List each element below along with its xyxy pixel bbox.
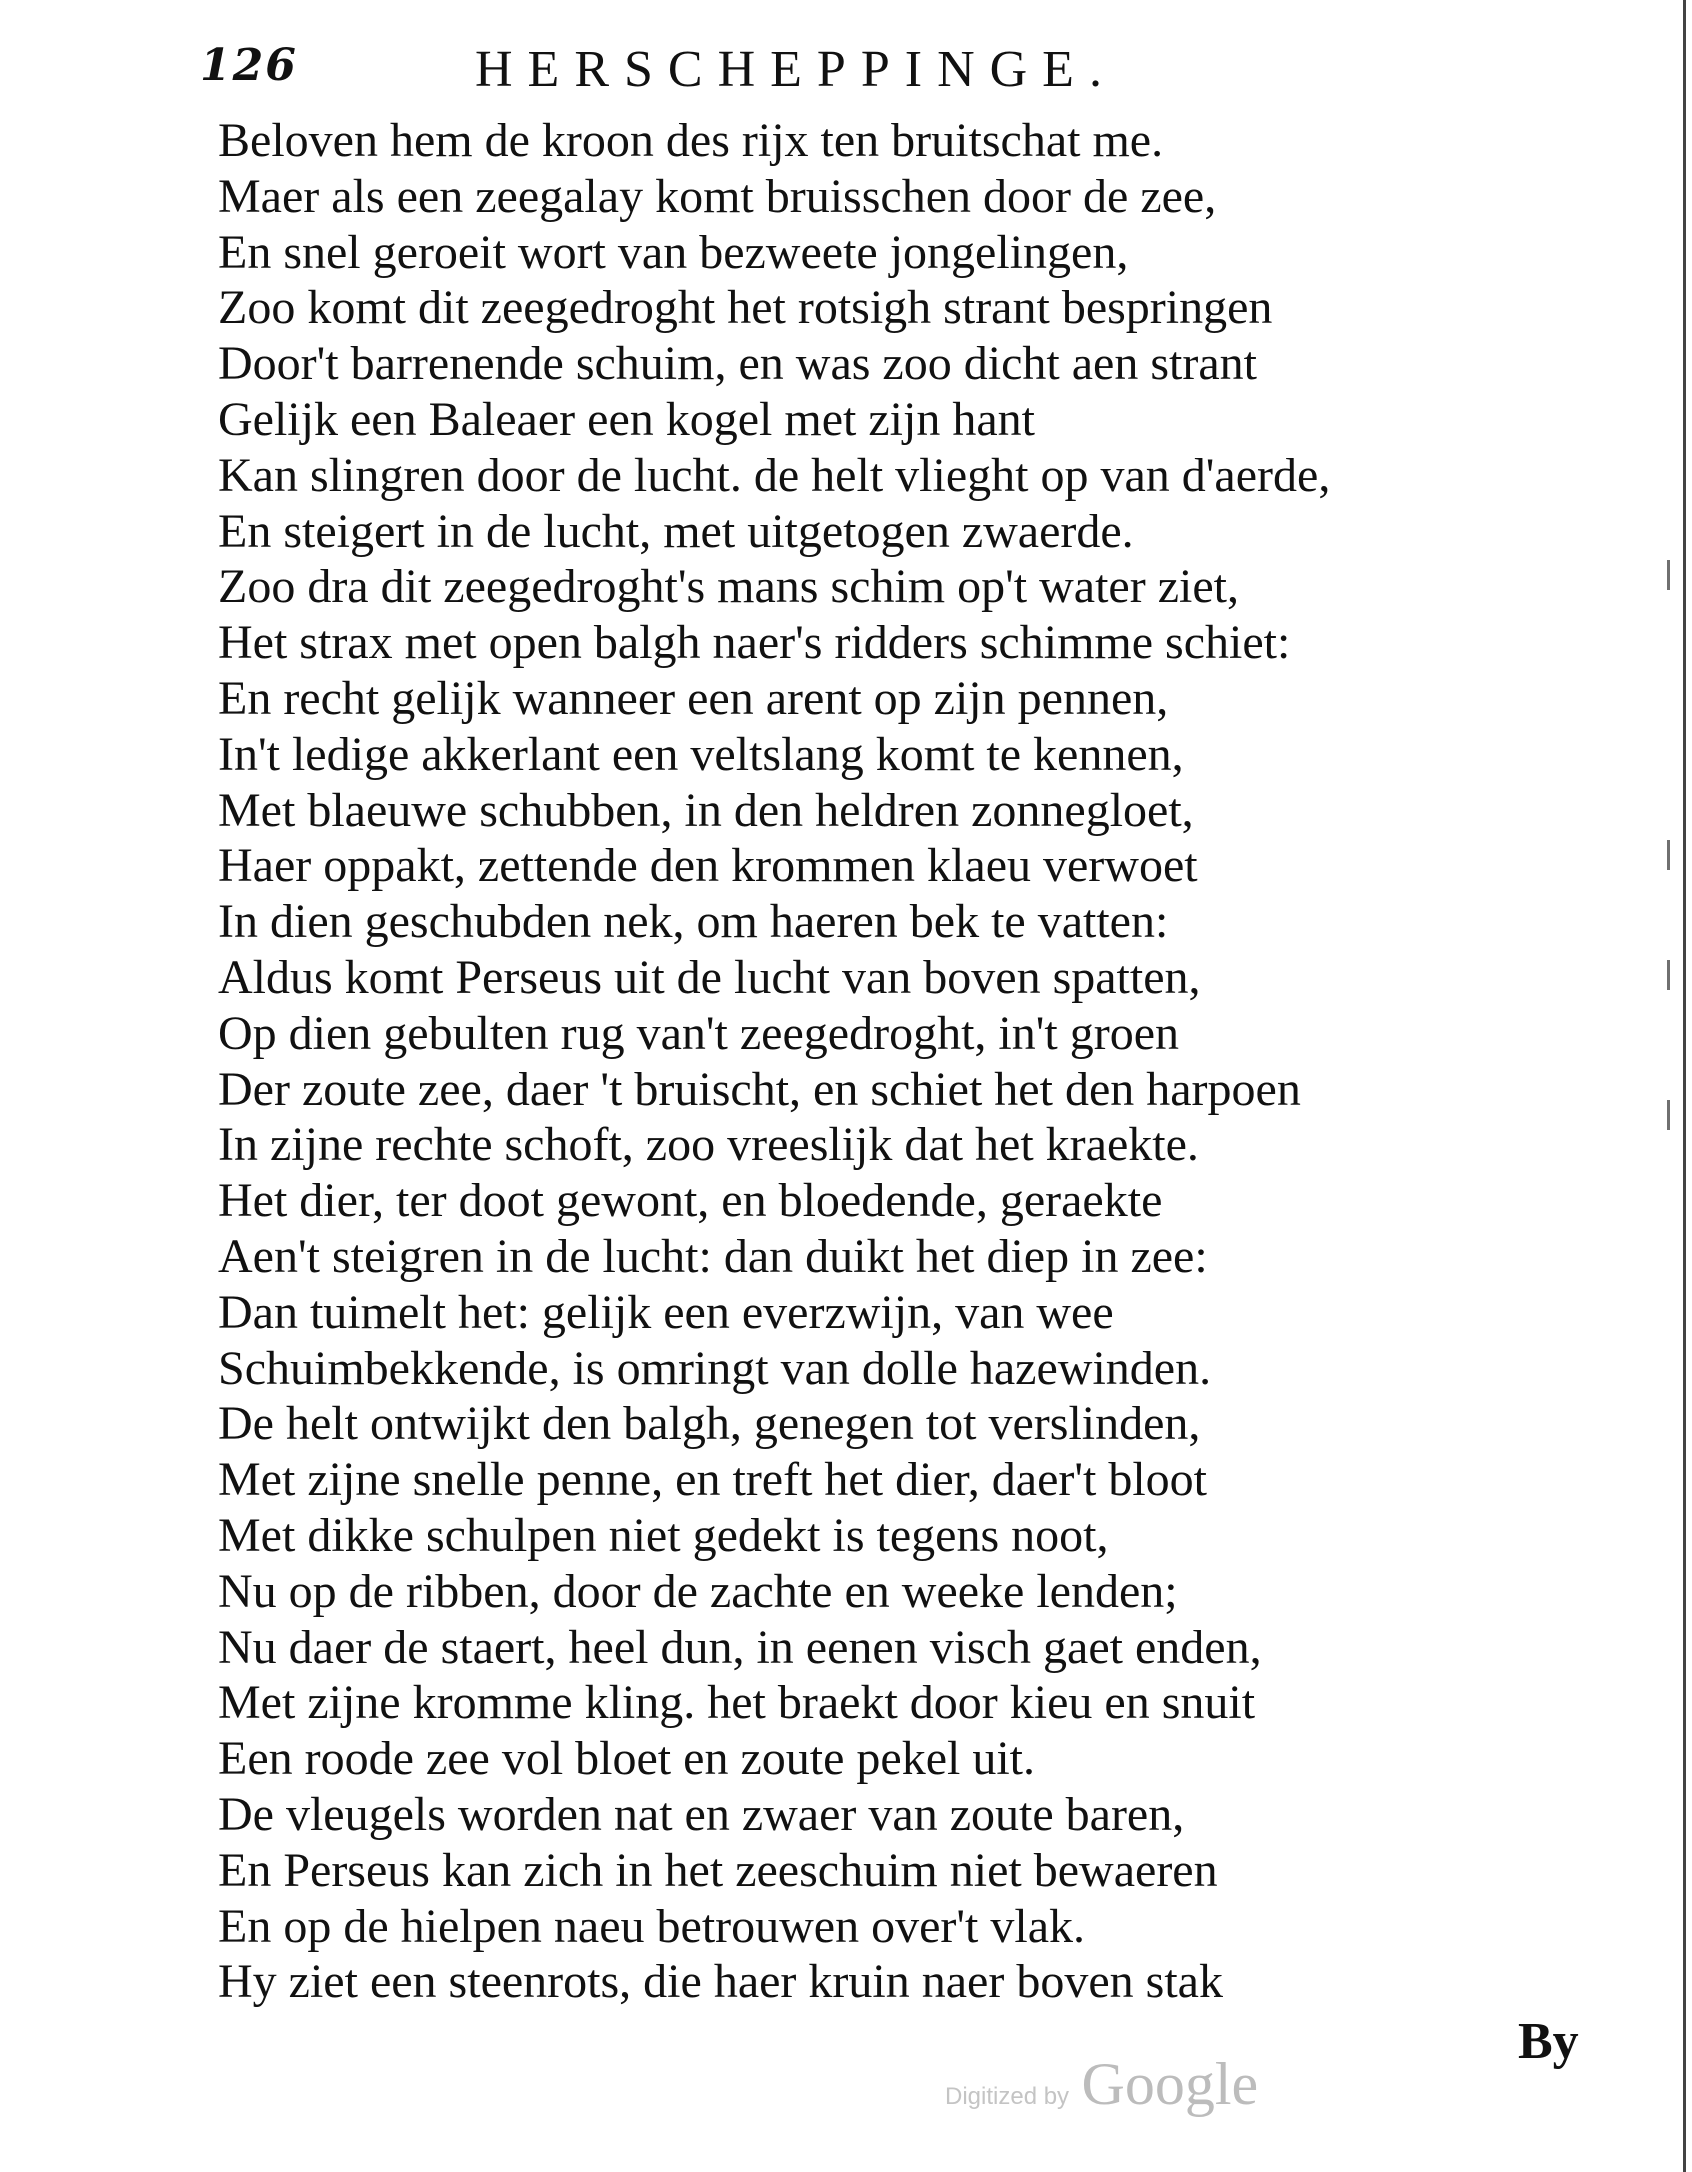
- verse-line: Dan tuimelt het: gelijk een everzwijn, van wee: [218, 1285, 1114, 1339]
- verse-line: Nu daer de staert, heel dun, in eenen visch gaet enden,: [218, 1620, 1262, 1674]
- verse-line: Zoo komt dit zeegedroght het rotsigh strant bespringen: [218, 281, 1273, 335]
- google-logo: Google: [1081, 2051, 1259, 2117]
- verse-line: Kan slingren door de lucht. de helt vlieght op van d'aerde,: [218, 448, 1331, 502]
- verse-line: En Perseus kan zich in het zeeschuim niet bewaeren: [218, 1843, 1218, 1897]
- verse-line: De helt ontwijkt den balgh, genegen tot verslinden,: [218, 1397, 1201, 1451]
- page-edge-mark: [1667, 1100, 1680, 1130]
- verse-line: Door't barrenende schuim, en was zoo dicht aen strant: [218, 337, 1257, 391]
- verse-line: Hy ziet een steenrots, die haer kruin naer boven stak: [218, 1955, 1223, 2009]
- verse-line: In't ledige akkerlant een veltslang komt te kennen,: [218, 727, 1184, 781]
- verse-line: Zoo dra dit zeegedroght's mans schim op't water ziet,: [218, 560, 1239, 614]
- verse-line: Met blaeuwe schubben, in den heldren zonnegloet,: [218, 783, 1194, 837]
- verse-line: Aen't steigren in de lucht: dan duikt het diep in zee:: [218, 1229, 1208, 1283]
- page-number: 126: [200, 40, 298, 91]
- verse-line: En snel geroeit wort van bezweete jongelingen,: [218, 225, 1129, 279]
- verse-line: Der zoute zee, daer 't bruischt, en schiet het den harpoen: [218, 1062, 1301, 1116]
- page-edge-mark: [1667, 560, 1680, 590]
- verse-line: Op dien gebulten rug van't zeegedroght, in't groen: [218, 1006, 1180, 1060]
- verse-line: Met zijne snelle penne, en treft het dier, daer't bloot: [218, 1453, 1208, 1507]
- verse-line: Het dier, ter doot gewont, en bloedende, geraekte: [218, 1174, 1163, 1228]
- catchword: By: [1518, 2013, 1579, 2070]
- digitized-prefix: Digitized by: [945, 2083, 1070, 2110]
- verse-line: Het strax met open balgh naer's ridders schimme schiet:: [218, 616, 1291, 670]
- page-edge-mark: [1667, 960, 1680, 990]
- verse-line: Gelijk een Baleaer een kogel met zijn hant: [218, 392, 1035, 446]
- verse-line: Een roode zee vol bloet en zoute pekel uit.: [218, 1732, 1036, 1786]
- verse-line: En recht gelijk wanneer een arent op zijn pennen,: [218, 671, 1169, 725]
- verse-line: Maer als een zeegalay komt bruisschen door de zee,: [218, 169, 1217, 223]
- verse-line: Met zijne kromme kling. het braekt door kieu en snuit: [218, 1676, 1256, 1730]
- running-title: HERSCHEPPINGE.: [475, 41, 1117, 98]
- verse-line: Schuimbekkende, is omringt van dolle hazewinden.: [218, 1341, 1212, 1395]
- verse-line: Beloven hem de kroon des rijx ten bruitschat me.: [218, 114, 1164, 167]
- verse-line: De vleugels worden nat en zwaer van zoute baren,: [218, 1787, 1185, 1841]
- verse-block: [218, 113, 1598, 2010]
- verse-line: En steigert in de lucht, met uitgetogen zwaerde.: [218, 504, 1134, 558]
- page-edge-mark: [1667, 840, 1680, 870]
- digitized-watermark: [945, 2050, 1258, 2119]
- verse-line: Aldus komt Perseus uit de lucht van boven spatten,: [218, 950, 1201, 1004]
- page-edge-rule: [1683, 0, 1686, 2172]
- verse-line: In dien geschubden nek, om haeren bek te vatten:: [218, 895, 1169, 949]
- verse-line: In zijne rechte schoft, zoo vreeslijk dat het kraekte.: [218, 1118, 1199, 1172]
- verse-line: Nu op de ribben, door de zachte en weeke lenden;: [218, 1564, 1178, 1618]
- verse-line: En op de hielpen naeu betrouwen over't vlak.: [218, 1899, 1086, 1953]
- verse-line: Met dikke schulpen niet gedekt is tegens noot,: [218, 1508, 1109, 1562]
- page-header: [200, 40, 1380, 110]
- verse-line: Haer oppakt, zettende den krommen klaeu verwoet: [218, 839, 1198, 893]
